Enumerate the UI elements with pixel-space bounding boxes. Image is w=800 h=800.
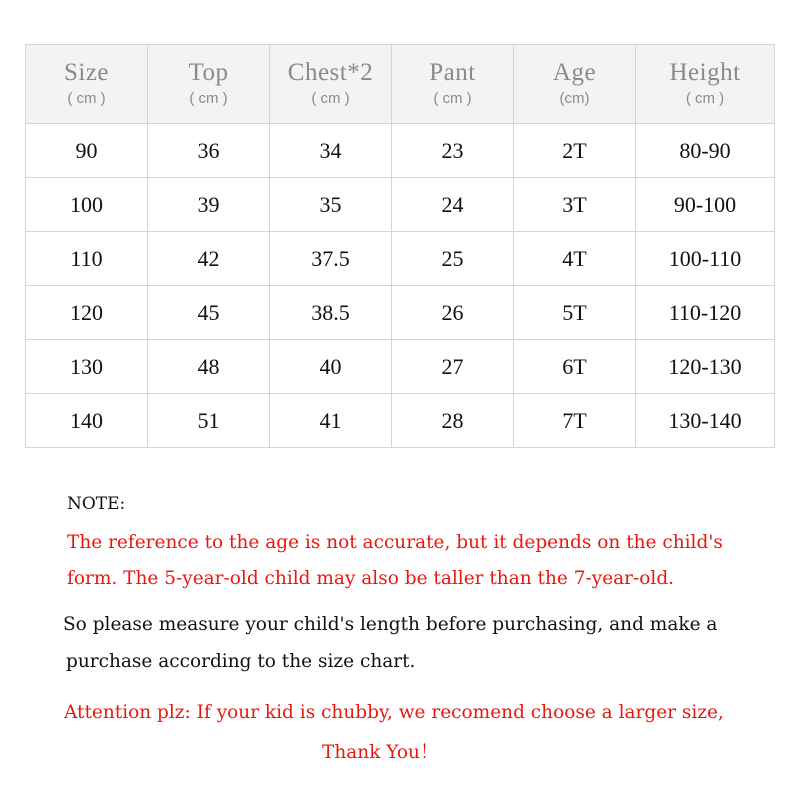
cell-pant: 23 — [392, 124, 514, 178]
header-pant — [392, 45, 514, 124]
cell-chest: 34 — [270, 124, 392, 178]
cell-height: 100-110 — [636, 232, 775, 286]
table-row — [26, 124, 775, 178]
table-body — [26, 124, 775, 448]
header-unit: ( cm ) — [189, 90, 228, 107]
cell-top: 36 — [148, 124, 270, 178]
header-height — [636, 45, 775, 124]
cell-chest: 35 — [270, 178, 392, 232]
thank-you-text: Thank You！ — [322, 742, 439, 763]
cell-pant: 26 — [392, 286, 514, 340]
cell-size: 130 — [26, 340, 148, 394]
header-size — [26, 45, 148, 124]
cell-top: 39 — [148, 178, 270, 232]
table-row — [26, 178, 775, 232]
header-unit: ( cm ) — [685, 90, 725, 107]
header-unit: (cm) — [559, 90, 590, 107]
cell-top: 42 — [148, 232, 270, 286]
cell-age: 2T — [514, 124, 636, 178]
cell-chest: 41 — [270, 394, 392, 448]
cell-chest: 38.5 — [270, 286, 392, 340]
header-label: Pant — [429, 59, 476, 86]
header-label: Size — [63, 59, 110, 86]
attention-text: Attention plz: If your kid is chubby, we recomend choose a larger size, — [64, 702, 724, 723]
header-label: Age — [552, 59, 597, 86]
cell-top: 45 — [148, 286, 270, 340]
cell-size: 90 — [26, 124, 148, 178]
cell-pant: 25 — [392, 232, 514, 286]
cell-pant: 28 — [392, 394, 514, 448]
note-title: NOTE: — [67, 494, 126, 514]
header-label: Height — [669, 59, 741, 86]
cell-age: 7T — [514, 394, 636, 448]
cell-height: 130-140 — [636, 394, 775, 448]
cell-chest: 40 — [270, 340, 392, 394]
size-chart-table — [25, 44, 775, 448]
measure-advice-line-1: So please measure your child's length before purchasing, and make a — [63, 614, 718, 635]
cell-pant: 24 — [392, 178, 514, 232]
cell-height: 120-130 — [636, 340, 775, 394]
cell-age: 4T — [514, 232, 636, 286]
age-warning-line-1: The reference to the age is not accurate, but it depends on the child's — [67, 532, 723, 553]
cell-pant: 27 — [392, 340, 514, 394]
table-row — [26, 232, 775, 286]
cell-height: 110-120 — [636, 286, 775, 340]
cell-age: 6T — [514, 340, 636, 394]
header-label: Top — [188, 59, 229, 86]
table-row — [26, 394, 775, 448]
header-unit: ( cm ) — [433, 90, 472, 107]
age-warning-line-2: form. The 5-year-old child may also be taller than the 7-year-old. — [67, 568, 675, 589]
cell-size: 140 — [26, 394, 148, 448]
header-unit: ( cm ) — [67, 90, 106, 107]
header-top — [148, 45, 270, 124]
table-row — [26, 286, 775, 340]
cell-chest: 37.5 — [270, 232, 392, 286]
header-chest — [270, 45, 392, 124]
table-header — [26, 45, 775, 124]
header-label: Chest*2 — [287, 59, 374, 86]
table-row — [26, 340, 775, 394]
cell-height: 90-100 — [636, 178, 775, 232]
cell-size: 100 — [26, 178, 148, 232]
header-age — [514, 45, 636, 124]
cell-top: 51 — [148, 394, 270, 448]
header-row — [26, 45, 775, 124]
measure-advice-line-2: purchase according to the size chart. — [66, 651, 416, 672]
cell-size: 120 — [26, 286, 148, 340]
cell-size: 110 — [26, 232, 148, 286]
cell-top: 48 — [148, 340, 270, 394]
cell-age: 3T — [514, 178, 636, 232]
header-unit: ( cm ) — [311, 90, 350, 107]
cell-age: 5T — [514, 286, 636, 340]
cell-height: 80-90 — [636, 124, 775, 178]
